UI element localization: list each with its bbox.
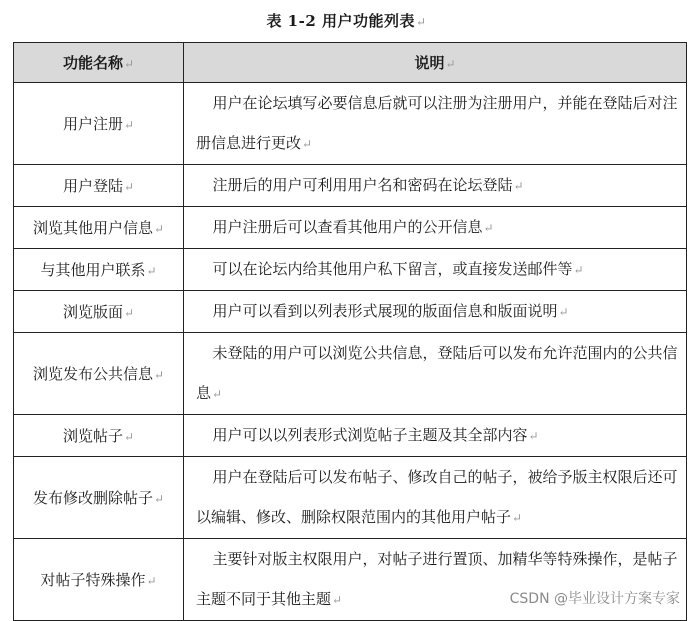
header-function-name: 功能名称↵ xyxy=(14,43,184,83)
table-row xyxy=(14,249,687,291)
table-row xyxy=(14,457,687,539)
description-cell: 用户在登陆后可以发布帖子、修改自己的帖子，被给予版主权限后还可以编辑、修改、删除权限范围内的其他用户帖子↵ xyxy=(184,457,687,539)
paragraph-mark-icon: ↵ xyxy=(123,180,135,194)
paragraph-mark-icon: ↵ xyxy=(123,430,135,444)
function-name-cell: 浏览发布公共信息↵ xyxy=(14,333,184,415)
function-name-cell: 浏览帖子↵ xyxy=(14,415,184,457)
function-name-cell: 浏览其他用户信息↵ xyxy=(14,207,184,249)
description-cell: 用户可以以列表形式浏览帖子主题及其全部内容↵ xyxy=(184,415,687,457)
paragraph-mark-icon: ↵ xyxy=(332,593,343,607)
paragraph-mark-icon: ↵ xyxy=(528,429,539,443)
description-cell: 用户在论坛填写必要信息后就可以注册为注册用户，并能在登陆后对注册信息进行更改↵ xyxy=(184,83,687,165)
description-cell: 主要针对版主权限用户，对帖子进行置顶、加精华等特殊操作，是帖子主题不同于其他主题↵ xyxy=(184,539,687,621)
table-row xyxy=(14,291,687,333)
paragraph-mark-icon: ↵ xyxy=(146,264,157,278)
table-row xyxy=(14,207,687,249)
paragraph-mark-icon: ↵ xyxy=(153,222,165,236)
description-cell: 用户可以看到以列表形式展现的版面信息和版面说明↵ xyxy=(184,291,687,333)
paragraph-mark-icon: ↵ xyxy=(513,179,524,193)
paragraph-mark-icon: ↵ xyxy=(212,387,223,401)
function-name-cell: 对帖子特殊操作↵ xyxy=(14,539,184,621)
function-name-cell: 用户注册↵ xyxy=(14,83,184,165)
function-name-cell: 浏览版面↵ xyxy=(14,291,184,333)
description-cell: 注册后的用户可利用用户名和密码在论坛登陆↵ xyxy=(184,165,687,207)
paragraph-mark-icon: ↵ xyxy=(153,492,165,506)
table-row xyxy=(14,165,687,207)
header-description: 说明↵ xyxy=(184,43,687,83)
function-name-cell: 用户登陆↵ xyxy=(14,165,184,207)
paragraph-mark-icon: ↵ xyxy=(123,118,135,132)
function-name-cell: 与其他用户联系↵ xyxy=(14,249,184,291)
table-row xyxy=(14,539,687,621)
table-caption: 表 1-2 用户功能列表↵ xyxy=(266,12,427,30)
paragraph-mark-icon: ↵ xyxy=(573,263,584,277)
paragraph-mark-icon: ↵ xyxy=(302,137,313,151)
description-cell: 可以在论坛内给其他用户私下留言，或直接发送邮件等↵ xyxy=(184,249,687,291)
paragraph-mark-icon: ↵ xyxy=(445,57,456,71)
csdn-watermark: CSDN @毕业设计方案专家 xyxy=(509,591,680,607)
paragraph-mark-icon: ↵ xyxy=(146,574,157,588)
user-function-table xyxy=(13,42,687,621)
table-row xyxy=(14,415,687,457)
paragraph-mark-icon: ↵ xyxy=(123,306,135,320)
paragraph-mark-icon: ↵ xyxy=(153,368,165,382)
description-cell: 用户注册后可以查看其他用户的公开信息↵ xyxy=(184,207,687,249)
paragraph-mark-icon: ↵ xyxy=(123,57,135,71)
function-name-cell: 发布修改删除帖子↵ xyxy=(14,457,184,539)
paragraph-mark-icon: ↵ xyxy=(512,511,523,525)
paragraph-mark-icon: ↵ xyxy=(415,15,427,29)
description-cell: 未登陆的用户可以浏览公共信息，登陆后可以发布允许范围内的公共信息↵ xyxy=(184,333,687,415)
table-row xyxy=(14,83,687,165)
paragraph-mark-icon: ↵ xyxy=(558,305,569,319)
table-row xyxy=(14,333,687,415)
header-row xyxy=(14,43,687,83)
paragraph-mark-icon: ↵ xyxy=(483,221,494,235)
